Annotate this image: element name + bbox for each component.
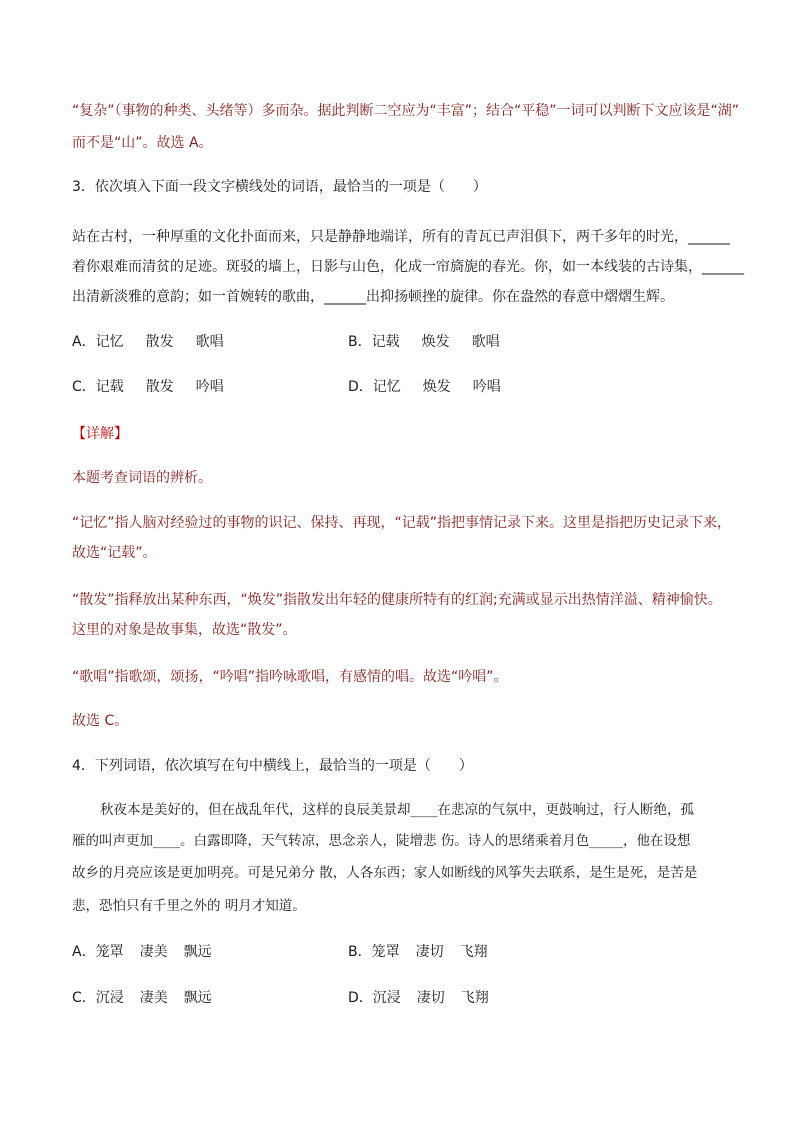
option-word: 笼罩 bbox=[371, 944, 400, 960]
q3-passage-line2: 着你艰难而清贫的足迹。斑驳的墙上，日影与山色，化成一帘旖旎的春光。你，如一本线装的古诗集，______ bbox=[72, 259, 744, 275]
q3-option-b bbox=[348, 332, 500, 352]
option-word: 焕发 bbox=[421, 334, 450, 350]
q4-option-d bbox=[348, 988, 489, 1008]
q3-passage-line3: 出清新淡雅的意韵；如一首婉转的歌曲，______出抑扬顿挫的旋律。你在盎然的春意中熠熠生辉。 bbox=[72, 289, 674, 305]
option-word: 凄切 bbox=[416, 990, 445, 1006]
prev-explanation-line1: “复杂”（事物的种类、头绪等）多而杂。据此判断二空应为“丰富”；结合“平稳”一词可以判断下文应该是“湖” bbox=[72, 103, 740, 119]
q4-passage-line2: 雁的叫声更加____。白露即降，天气转凉，思念亲人，陡增悲 伤。诗人的思绪乘着月色_____，他在设想 bbox=[72, 833, 691, 849]
option-word: 飘远 bbox=[183, 944, 212, 960]
option-letter: B． bbox=[348, 334, 372, 350]
q4-option-c bbox=[72, 988, 212, 1008]
option-letter: A． bbox=[72, 334, 96, 350]
option-letter: C． bbox=[72, 379, 96, 395]
option-word: 记忆 bbox=[95, 334, 124, 350]
prev-explanation-line2: 而不是“山”。故选 A。 bbox=[72, 135, 213, 151]
q4-passage-line4: 悲，恐怕只有千里之外的 明月才知道。 bbox=[72, 898, 306, 914]
option-word: 记载 bbox=[371, 334, 400, 350]
q3-title: 3．依次填入下面一段文字横线处的词语，最恰当的一项是（ ） bbox=[72, 179, 487, 195]
option-word: 焕发 bbox=[422, 379, 451, 395]
option-letter: C． bbox=[72, 990, 96, 1006]
detail-tag: 【详解】 bbox=[72, 426, 128, 442]
q3-passage-line1: 站在古村，一种厚重的文化扑面而来，只是静静地端详，所有的青瓦已声泪俱下，两千多年的时光，______ bbox=[72, 229, 730, 245]
option-letter: A． bbox=[72, 944, 96, 960]
option-word: 飞翔 bbox=[460, 990, 489, 1006]
option-word: 沉浸 bbox=[95, 990, 124, 1006]
detail-p1-line2: 故选“记载”。 bbox=[72, 545, 157, 561]
option-word: 笼罩 bbox=[95, 944, 124, 960]
option-word: 飘远 bbox=[183, 990, 212, 1006]
option-word: 歌唱 bbox=[471, 334, 500, 350]
detail-p2-line1: “散发”指释放出某种东西，“焕发”指散发出年轻的健康所特有的红润;充满或显示出热情洋溢、精神愉快。 bbox=[72, 592, 722, 608]
q3-option-a bbox=[72, 332, 224, 352]
detail-intro: 本题考查词语的辨析。 bbox=[72, 470, 212, 486]
q4-option-b bbox=[348, 942, 488, 962]
option-word: 沉浸 bbox=[372, 990, 401, 1006]
q4-title: 4．下列词语，依次填写在句中横线上，最恰当的一项是（ ） bbox=[72, 758, 473, 774]
option-word: 记载 bbox=[95, 379, 124, 395]
q4-passage-line3: 故乡的月亮应该是更加明亮。可是兄弟分 散，人各东西；家人如断线的风筝失去联系，是生是死，是苦是 bbox=[72, 865, 698, 881]
option-word: 飞翔 bbox=[459, 944, 488, 960]
option-word: 散发 bbox=[145, 334, 174, 350]
option-word: 凄切 bbox=[415, 944, 444, 960]
option-word: 凄美 bbox=[139, 990, 168, 1006]
q4-passage-line1: 秋夜本是美好的，但在战乱年代，这样的良辰美景却____在悲凉的气氛中，更鼓响过，行人断绝，孤 bbox=[100, 802, 694, 818]
option-letter: B． bbox=[348, 944, 372, 960]
option-letter: D． bbox=[348, 379, 373, 395]
detail-p3: “歌唱”指歌颂，颂扬，“吟唱”指吟咏歌唱，有感情的唱。故选“吟唱”。 bbox=[72, 669, 508, 685]
detail-p1-line1: “记忆”指人脑对经验过的事物的识记、保持、再现，“记载”指把事情记录下来。这里是指把历史记录下来， bbox=[72, 515, 732, 531]
q3-option-c bbox=[72, 377, 224, 397]
option-word: 记忆 bbox=[372, 379, 401, 395]
option-word: 凄美 bbox=[139, 944, 168, 960]
detail-p2-line2: 这里的对象是故事集，故选“散发”。 bbox=[72, 622, 297, 638]
option-word: 散发 bbox=[145, 379, 174, 395]
option-word: 歌唱 bbox=[195, 334, 224, 350]
q4-option-a bbox=[72, 942, 212, 962]
option-word: 吟唱 bbox=[195, 379, 224, 395]
option-letter: D． bbox=[348, 990, 373, 1006]
q3-option-d bbox=[348, 377, 501, 397]
detail-answer: 故选 C。 bbox=[72, 713, 129, 729]
option-word: 吟唱 bbox=[472, 379, 501, 395]
